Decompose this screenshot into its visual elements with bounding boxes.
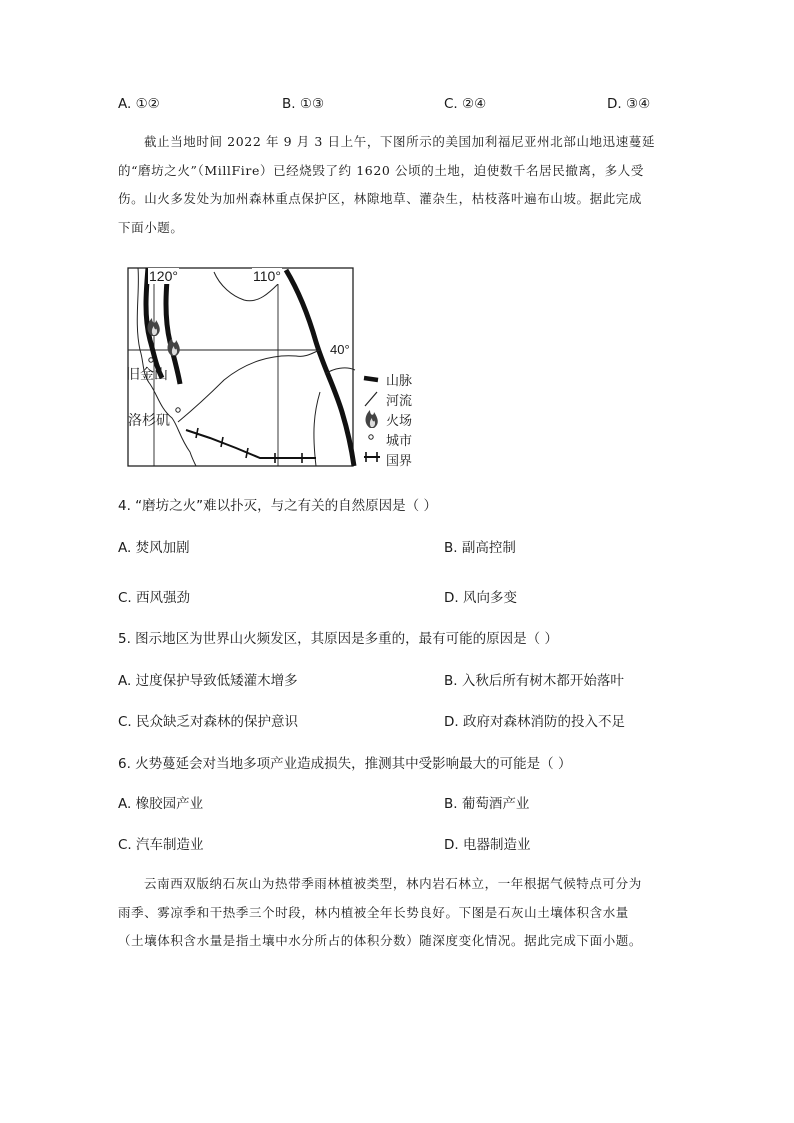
legend-label-border: 国界 [386, 454, 413, 469]
question-6-option-d: D. 电器制造业 [444, 837, 531, 853]
national-border [186, 430, 316, 458]
legend-label-city: 城市 [386, 434, 413, 449]
map-figure [120, 262, 430, 472]
question-5-option-a: A. 过度保护导致低矮灌木增多 [118, 673, 298, 689]
prev-option-b: B. ①③ [282, 96, 325, 112]
legend-river-symbol [365, 392, 377, 406]
prev-option-c: C. ②④ [444, 96, 487, 112]
lon-label-120: 120° [149, 268, 178, 284]
passage-1-line: 下面小题。 [118, 219, 184, 235]
question-6-option-b: B. 葡萄酒产业 [444, 796, 530, 812]
river-south [314, 392, 320, 466]
passage-2-line: （土壤体积含水量是指土壤中水分所占的体积分数）随深度变化情况。据此完成下面小题。 [118, 933, 643, 948]
city-label-los-angeles: 洛杉矶 [128, 412, 170, 428]
question-5-option-d: D. 政府对森林消防的投入不足 [444, 714, 625, 730]
passage-2-line: 云南西双版纳石灰山为热带季雨林植被类型，林内岩石林立，一年根据气候特点可分为 [144, 876, 642, 891]
question-4-option-b: B. 副高控制 [444, 540, 516, 556]
city-label-san-francisco: 旧金山 [126, 366, 168, 382]
question-5-option-b: B. 入秋后所有树木都开始落叶 [444, 673, 624, 689]
question-6-stem: 6. 火势蔓延会对当地多项产业造成损失，推测其中受影响最大的可能是（ ） [118, 756, 572, 772]
legend-label-river: 河流 [386, 394, 413, 409]
question-5-stem: 5. 图示地区为世界山火频发区，其原因是多重的，最有可能的原因是（ ） [118, 631, 558, 647]
passage-1-line: 伤。山火多发处为加州森林重点保护区，林隙地草、灌杂生，枯枝落叶遍布山坡。据此完成 [118, 191, 643, 206]
river-colorado [178, 350, 320, 422]
question-5-option-c: C. 民众缺乏对森林的保护意识 [118, 714, 299, 730]
question-4-option-a: A. 焚风加剧 [118, 540, 190, 556]
legend-city-symbol [369, 435, 373, 439]
question-6-option-a: A. 橡胶园产业 [118, 796, 204, 812]
legend-fire-icon [366, 410, 378, 428]
question-4-option-c: C. 西风强劲 [118, 590, 191, 606]
prev-option-a: A. ①② [118, 96, 160, 112]
lat-label-40: 40° [330, 342, 350, 357]
legend-label-fire: 火场 [386, 414, 413, 429]
legend-label-mountain: 山脉 [386, 374, 413, 389]
passage-1 [118, 128, 678, 242]
lon-label-110: 110° [253, 268, 281, 284]
city-marker-san-francisco [149, 358, 153, 362]
city-marker-los-angeles [176, 408, 180, 412]
passage-2 [118, 870, 678, 956]
passage-2-line: 雨季、雾凉季和干热季三个时段，林内植被全年长势良好。下图是石灰山土壤体积含水量 [118, 904, 629, 920]
mountain-range-sierra [166, 268, 180, 384]
question-4-option-d: D. 风向多变 [444, 590, 517, 606]
map-legend [364, 378, 380, 462]
passage-1-line: 截止当地时间 2022 年 9 月 3 日上午，下图所示的美国加利福尼亚州北部山地迅速蔓延 [144, 134, 656, 149]
passage-1-line: 的“磨坊之火”（MillFire）已经烧毁了约 1620 公顷的土地，迫使数千名居民撤离，多人受 [118, 162, 644, 178]
legend-mountain-symbol [364, 378, 378, 380]
question-6-option-c: C. 汽车制造业 [118, 837, 204, 853]
question-4-stem: 4. “磨坊之火”难以扑灭，与之有关的自然原因是（ ） [118, 498, 437, 514]
prev-option-d: D. ③④ [607, 96, 651, 112]
